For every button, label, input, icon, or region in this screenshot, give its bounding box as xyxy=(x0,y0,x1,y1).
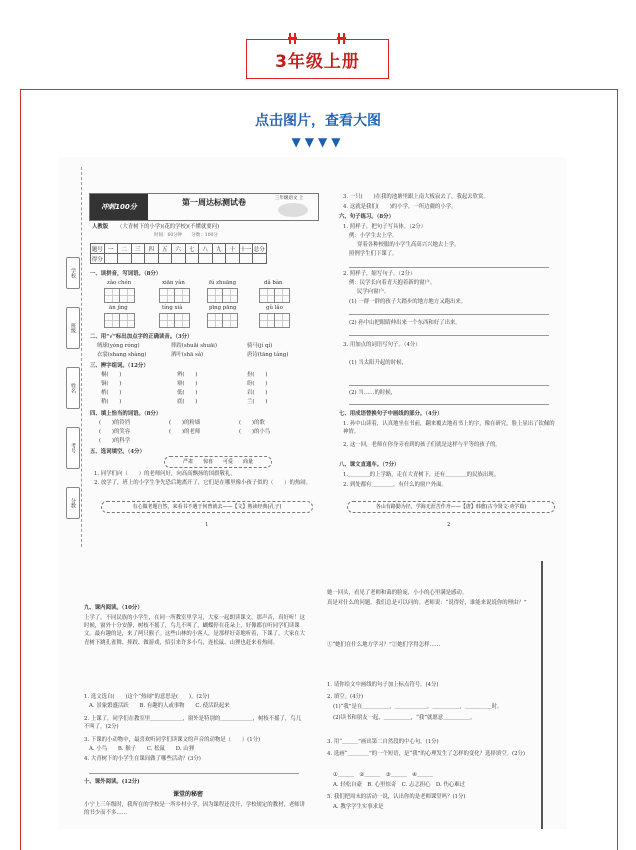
question-8: 八、课文直通车。（7分） xyxy=(339,462,400,468)
brand-logo: 冲刺100分 xyxy=(90,194,148,220)
q2-item-1: 绒球(yóng róng) xyxy=(97,343,140,349)
score-col-7: 七 xyxy=(185,244,199,254)
pinyin-4: dǎ bàn xyxy=(264,280,283,286)
q6-3a: (1) 当太阳升起的时候， xyxy=(349,360,407,366)
score-col-4: 四 xyxy=(145,244,159,254)
pinyin-7: pīng pāng xyxy=(209,305,237,311)
q3-item: 岩( ) xyxy=(247,390,268,396)
q10-passage-title: 课堂的秘密 xyxy=(173,791,204,798)
score-col-5: 五 xyxy=(158,244,172,254)
r-top-2: 4. 这就是我们( )的小学，一所边疆的小学。 xyxy=(343,204,457,210)
score-col-10: 十 xyxy=(226,244,240,254)
q3-item: 铜( ) xyxy=(101,381,122,387)
grade-tag: 三年级语文 上 xyxy=(275,196,304,201)
page-edge-bar xyxy=(541,561,543,829)
page-number-2: 2 xyxy=(447,522,451,528)
q6-1b: 穿着各种校服的小学生高高兴兴地去上学。 xyxy=(357,242,460,248)
q3-item: 纷( ) xyxy=(247,381,268,387)
side-tab-score: 分数 xyxy=(66,487,80,519)
q9-1-options: A. 景象繁盛活跃 B. 有趣的人或事物 C. 使活跃起来 xyxy=(89,703,230,709)
question-10: 十、课外阅读。(12分) xyxy=(84,779,140,785)
b-q4-blanks: ①＿＿＿ ②＿＿＿ ③＿＿＿ ④＿＿＿ xyxy=(333,772,434,778)
b-q3: 3. 用“＿＿＿”画出第二自然段的中心句。(1分) xyxy=(327,739,439,745)
q3-item: 低( ) xyxy=(177,390,198,396)
q9-1: 1. 选文选自( )这个“热闹”的意思是( )。(2分) xyxy=(84,694,210,700)
b-q4-options: A. 轻松自豪 B. 心里惊奇 C. 忐忑担心 D. 伤心难过 xyxy=(333,782,466,788)
question-2: 二、用“√”标出加点字的正确读音。（3分） xyxy=(90,334,193,340)
q7-2: 2. 这一回，老师在你身旁看到的孩子们就是这样与平等的孩子的。 xyxy=(343,442,501,448)
q9-2: 2. 上课了，同学们在教室里＿＿＿＿＿＿，窗外是特别的＿＿＿＿＿＿，树枝不摇了，鸟儿不叫了。(2分) xyxy=(84,716,302,731)
exam-scan-image[interactable] xyxy=(59,157,567,829)
q7-1: 1. 孙中山读着，认真地坐在书前，翻来覆去地看书上的字，像在研究，脸上显出了钦佩的神情。 xyxy=(343,421,555,436)
question-6: 六、句子练习。（8分） xyxy=(339,214,394,220)
score-col-12: 总分 xyxy=(253,244,267,254)
pinyin-1: zǎo chén xyxy=(107,280,132,286)
q6-2b: 民学向窗户。 xyxy=(357,289,390,295)
q2-item-4: 衣裳(shang shàng) xyxy=(97,352,147,358)
q6-2a: 例：民学长向着青天抱着新的窗户。 xyxy=(349,280,436,286)
time-line: 时间：60分钟 分数：100分 xyxy=(154,233,218,238)
q8-2: 2. 到处都有＿＿＿＿，有什么的窗户外面。 xyxy=(343,482,447,488)
score-col-9: 九 xyxy=(212,244,226,254)
q3-item: 辩( ) xyxy=(177,381,198,387)
q4-item: ( )的铃铛 xyxy=(99,420,131,426)
score-col-3: 三 xyxy=(131,244,145,254)
q4-item: ( )的笑容 xyxy=(99,429,131,435)
q9-4: 4. 大青树下的小学生在课间做了哪些活动？(3分) xyxy=(84,756,201,762)
q4-item: ( )的歌 xyxy=(239,420,265,426)
pinyin-6: tíng xià xyxy=(162,305,183,311)
pinyin-8: gǔ lǎo xyxy=(266,305,283,311)
side-tab-school: 学校 xyxy=(66,257,80,289)
q6-1: 1. 照样子，把句子写具体。（2分） xyxy=(343,224,427,230)
q9-3-options: A. 小鸟 B. 猴子 C. 松鼠 D. 山狸 xyxy=(89,746,195,752)
q3-item: 底( ) xyxy=(177,399,198,405)
q3-item: 兰( ) xyxy=(247,399,268,405)
score-col-8: 八 xyxy=(199,244,213,254)
question-7: 七、用成语替换句子中画线的部分。（4分） xyxy=(339,411,443,417)
q3-item: 扮( ) xyxy=(247,372,268,378)
score-table xyxy=(90,243,267,264)
b-q5a: A. 教学学生实事求是 xyxy=(333,804,384,810)
score-col-1: 一 xyxy=(104,244,118,254)
score-col-6: 六 xyxy=(172,244,186,254)
student-illustration xyxy=(278,203,308,217)
q3-item: 梢( ) xyxy=(101,390,122,396)
question-4: 四、填上恰当的词语。（8分） xyxy=(90,411,162,417)
side-tab-class: 班级 xyxy=(66,307,80,349)
b-q2b: (2)读书和朋友一起，＿＿＿＿＿，“我”就愿意＿＿＿＿＿。 xyxy=(333,715,476,721)
q9-passage: 上学了，不同民族的小学生，在同一所教室里学习，大家一起朗读课文，那声音，真好听！这时候，窗外十分安静，树枝不摇了，鸟儿不叫了，蝴蝶停在花朵上，好像都在听同学们读课文。最有趣的是，来了两只猴子。这些山林的小客人，是那样好奇地听着，下课了，大家在大青树下跳孔雀舞、摔跤、做游戏，招引来许多小鸟，连松鼠、山狸也赶来看热闹。 xyxy=(84,615,306,646)
q2-item-3: 骑马(jí qí) xyxy=(247,343,273,349)
side-tab-name: 姓名 xyxy=(66,367,80,409)
pinyin-2: xiān yàn xyxy=(162,280,185,286)
q3-item: 辨( ) xyxy=(177,372,198,378)
score-col-2: 二 xyxy=(118,244,132,254)
score-row-label: 得分 xyxy=(91,254,105,264)
grade-label: 3年级上册 xyxy=(246,39,389,79)
tip-right: 各山有路勤为径，学海无涯苦作舟——【唐】韩愈(古今贤文·劝学篇) xyxy=(347,501,555,513)
q6-3b: (2) 当……的时候， xyxy=(349,390,397,396)
q6-1a: 例：小学生去上学。 xyxy=(349,233,398,239)
q2-item-5: 洒叶(shā sǎ) xyxy=(171,352,204,358)
q4-item: ( )的小鸟 xyxy=(239,429,271,435)
exam-subtitle: （大青树下的小学)(花的学校)(不懂就要问) xyxy=(117,224,220,230)
pinyin-5: ān jìng xyxy=(109,305,128,311)
r-top-1: 3. 一只( )在我的池塘里跟上南大板寂去了，我起去欣赏。 xyxy=(343,194,489,200)
q6-2d: (2) 孙中山把眼睛伸出来一个东西和好了出来。 xyxy=(349,320,461,326)
edition-label: 人教版 xyxy=(92,224,109,230)
q3-item: 桐( ) xyxy=(101,372,122,378)
binding-line xyxy=(81,167,82,547)
question-9: 九、课内阅读。（10分） xyxy=(84,605,143,611)
passage-cont-3: ①“她们在什么地方学习？”②她们学得怎样…… xyxy=(327,642,441,648)
q2-item-2: 摔跤(shuāi shuāi) xyxy=(171,343,217,349)
q5-sentence-2: 2. 放学了，班上的小学生争先恐后地离开了，它们是在哪里像小孩子似的（ ）的热闹。 xyxy=(94,480,312,486)
q2-item-6: 唐诗(tāng táng) xyxy=(247,352,289,358)
side-tab-id: 考号 xyxy=(66,427,80,469)
q6-1c: 照例学生们下课了。 xyxy=(349,251,398,257)
q8-1: 1.＿＿＿＿的上学路，走在大青树下，还有＿＿＿＿的民族出现。 xyxy=(343,472,500,478)
down-arrows-icon: ▼▼▼▼ xyxy=(291,135,345,149)
q5-sentence-1: 1. 同学们向（ ）的老师问好，向高高飘扬的国旗敬礼。 xyxy=(94,471,236,477)
page-number-1: 1 xyxy=(205,522,209,528)
q6-3: 3. 用加点的词语写句子。（4分） xyxy=(343,342,421,348)
q4-item: ( )的老师 xyxy=(169,429,201,435)
b-q4: 4. 选画“＿＿＿＿”的一个短语，是“我”的心理发生了怎样的变化？选择填空。(2分) xyxy=(327,751,526,757)
q6-2c: (1) 一群一群的孩子大踏步的地方地方又跑出来。 xyxy=(349,299,467,305)
q4-item: ( )的科学 xyxy=(99,438,131,444)
grade-badge xyxy=(246,39,389,79)
passage-cont-2: 真是对什么的问题，我们总是可以问的。老师说：“说得好，谁能来说说你的理由？” xyxy=(327,600,527,606)
exam-header xyxy=(89,193,319,221)
q9-3: 3. 下课的小动物中，最喜欢听同学们读课文的声音的动物是（ ）(1分) xyxy=(84,737,261,743)
exam-title: 第一周达标测试卷 xyxy=(182,198,246,207)
b-q2a: (1)“我”是在＿＿＿＿＿，＿＿＿＿＿＿，＿＿＿＿＿，＿＿＿＿＿时。 xyxy=(333,704,503,710)
word-bank: 严肃 惊喜 可爱 商量 xyxy=(164,456,272,468)
b-q5: 5. 我们把周末的活动一说，认出你的是老师课堂吗？(1分) xyxy=(327,794,466,800)
q6-2: 2. 照样子，缩写句子。（2分） xyxy=(343,271,416,277)
b-q1: 1. 请你给文中画线的句子加上标点符号。(4分) xyxy=(327,682,439,688)
score-col-0: 题号 xyxy=(91,244,105,254)
q3-item: 稍( ) xyxy=(101,399,122,405)
b-q2: 2. 填空。(4分) xyxy=(327,694,364,700)
q10-passage: 小宁上三年级时，我所在的学校是一所乡村小学，因为课程还没开，学校规定的教材，老师讲的书少而不多…… xyxy=(84,802,306,817)
question-1: 一、读拼音，写词语。（8分） xyxy=(90,271,162,277)
question-5: 五、选词填空。（4分） xyxy=(90,449,145,455)
q4-item: ( )的粉墙 xyxy=(169,420,201,426)
tip-left: 有心做老题自然，来看书不遇于何曾就去——【文】熟读经典(孔子) xyxy=(101,501,313,513)
passage-cont-1: 她一回头，看见了老师和蔼的脸庞，小小的心里满是感动。 xyxy=(327,590,468,596)
pinyin-3: fú zhuāng xyxy=(209,280,237,286)
question-3: 三、辨字组词。（12分） xyxy=(90,363,149,369)
score-col-11: 十一 xyxy=(239,244,253,254)
click-to-enlarge-title[interactable]: 点击图片，查看大图 xyxy=(255,113,381,129)
